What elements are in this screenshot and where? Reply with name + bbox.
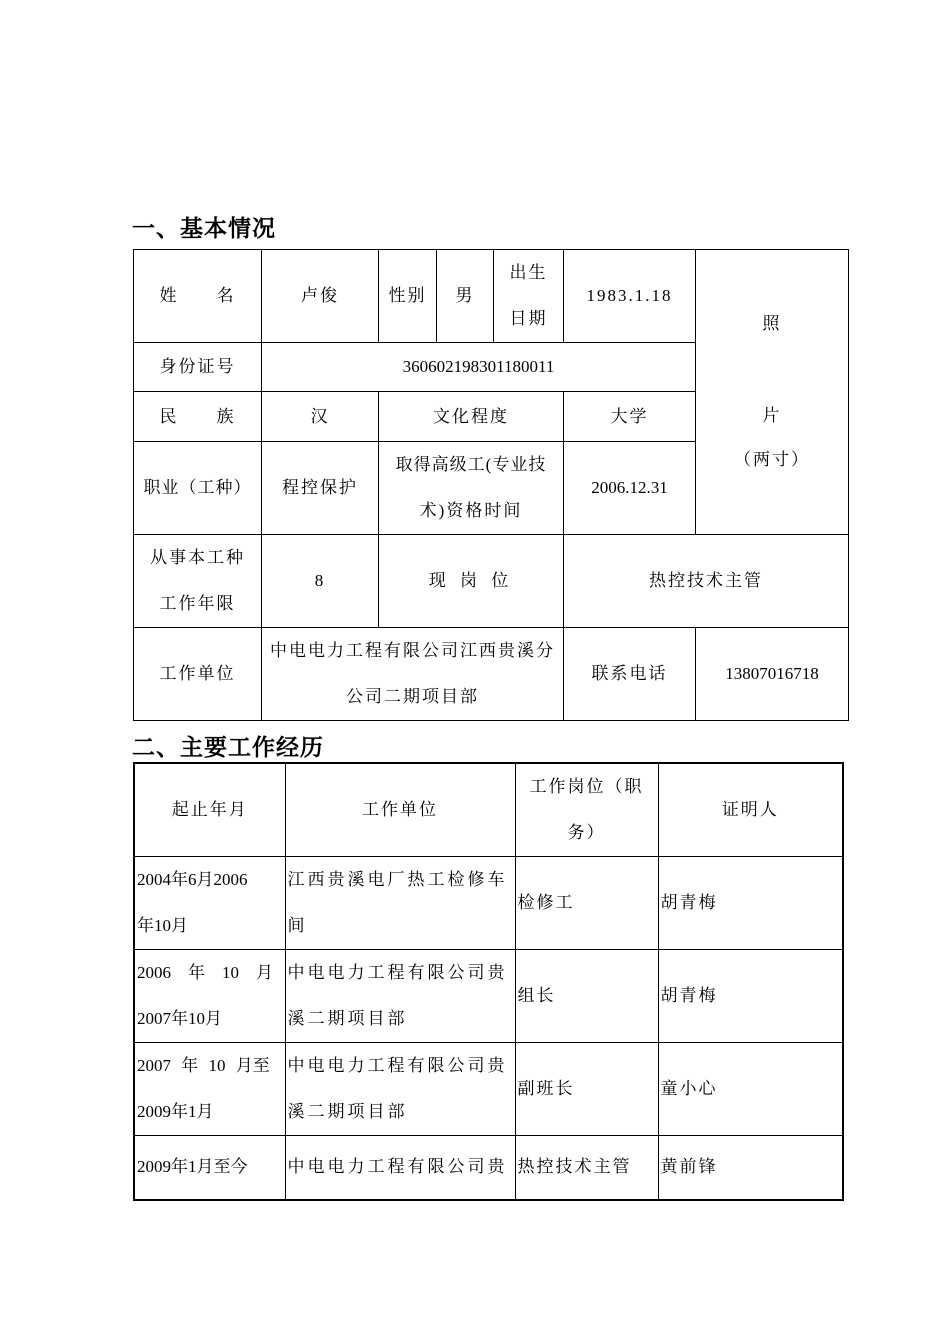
- years-label: [134, 535, 262, 628]
- phone-label: 联系电话: [564, 628, 696, 721]
- table-row: [134, 1136, 843, 1200]
- name-value: 卢俊: [262, 250, 379, 343]
- employer-line1: 中电电力工程有限公司贵: [287, 1056, 508, 1075]
- employer-line2: 溪二期项目部: [287, 1009, 408, 1028]
- ethnicity-label: 民 族: [134, 392, 262, 442]
- id-number-value: 360602198301180011: [262, 343, 696, 392]
- years-label-line1: 从事本工种: [150, 548, 245, 567]
- header-post-line1: 工作岗位（职: [529, 777, 644, 796]
- post-cell: 副班长: [515, 1043, 658, 1136]
- table-row: [134, 1043, 843, 1136]
- employer-value-line2: 公司二期项目部: [346, 687, 479, 706]
- years-label-line2: 工作年限: [159, 594, 236, 613]
- period-cell: [134, 950, 285, 1043]
- employer-line1: 中电电力工程有限公司贵: [287, 963, 508, 982]
- photo-label-3: （两寸）: [734, 450, 810, 469]
- id-label: 身份证号: [134, 343, 262, 392]
- period-line1: 2007 年 10 月至: [137, 1056, 270, 1075]
- witness-cell: 胡青梅: [658, 950, 843, 1043]
- employer-line1: 中电电力工程有限公司贵: [287, 1157, 508, 1177]
- gender-value: 男: [437, 250, 494, 343]
- qualification-label: [379, 442, 564, 535]
- period-line2: 2007年10月: [137, 1009, 222, 1028]
- gender-label: 性别: [379, 250, 437, 343]
- education-value: 大学: [564, 392, 696, 442]
- post-cell: 热控技术主管: [515, 1136, 658, 1200]
- employer-value-line1: 中电电力工程有限公司江西贵溪分: [270, 641, 555, 660]
- employer-line2: 间: [287, 916, 308, 935]
- period-cell: [134, 857, 285, 950]
- section1-title: 一、基本情况: [132, 216, 276, 242]
- work-history-table: [133, 762, 844, 1201]
- header-employer: 工作单位: [285, 763, 515, 857]
- qualification-label-line2: 术)资格时间: [419, 501, 523, 520]
- post-cell: 组长: [515, 950, 658, 1043]
- period-line1: 2009年1月至今: [137, 1157, 248, 1177]
- employer-cell: [285, 1136, 515, 1200]
- qualification-label-line1: 取得高级工(专业技: [395, 455, 547, 474]
- position-label: 现 岗 位: [379, 535, 564, 628]
- employer-cell: [285, 857, 515, 950]
- birth-label-line2: 日期: [509, 309, 548, 328]
- employer-cell: [285, 1043, 515, 1136]
- birth-label: [494, 250, 564, 343]
- years-value: 8: [262, 535, 379, 628]
- post-cell: 检修工: [515, 857, 658, 950]
- header-period: 起止年月: [134, 763, 285, 857]
- period-line2: 2009年1月: [137, 1102, 214, 1121]
- employer-line1: 江西贵溪电厂热工检修车: [287, 870, 508, 889]
- name-label: 姓 名: [134, 250, 262, 343]
- table-row: [134, 950, 843, 1043]
- photo-label-2: 片: [762, 406, 782, 425]
- employer-line2: 溪二期项目部: [287, 1102, 408, 1121]
- period-cell: [134, 1136, 285, 1200]
- qualification-date-value: 2006.12.31: [564, 442, 696, 535]
- period-line1: 2006 年 10 月: [137, 963, 273, 982]
- witness-cell: 童小心: [658, 1043, 843, 1136]
- header-witness: 证明人: [658, 763, 843, 857]
- birth-date-value: 1983.1.18: [564, 250, 696, 343]
- witness-cell: 胡青梅: [658, 857, 843, 950]
- period-line1: 2004年6月2006: [137, 870, 248, 889]
- education-label: 文化程度: [379, 392, 564, 442]
- table-row: [134, 857, 843, 950]
- photo-label-1: 照: [762, 314, 782, 333]
- employer-label: 工作单位: [134, 628, 262, 721]
- employer-value: [262, 628, 564, 721]
- section2-title: 二、主要工作经历: [132, 735, 324, 761]
- header-post-line2: 务）: [567, 823, 606, 842]
- basic-info-table: [133, 249, 849, 721]
- occupation-value: 程控保护: [262, 442, 379, 535]
- ethnicity-value: 汉: [262, 392, 379, 442]
- header-post: [515, 763, 658, 857]
- photo-box: [696, 250, 849, 535]
- witness-cell: 黄前锋: [658, 1136, 843, 1200]
- birth-label-line1: 出生: [509, 263, 548, 282]
- position-value: 热控技术主管: [564, 535, 849, 628]
- phone-value: 13807016718: [696, 628, 849, 721]
- period-cell: [134, 1043, 285, 1136]
- period-line2: 年10月: [137, 916, 188, 935]
- occupation-label: 职业（工种）: [134, 442, 262, 535]
- employer-cell: [285, 950, 515, 1043]
